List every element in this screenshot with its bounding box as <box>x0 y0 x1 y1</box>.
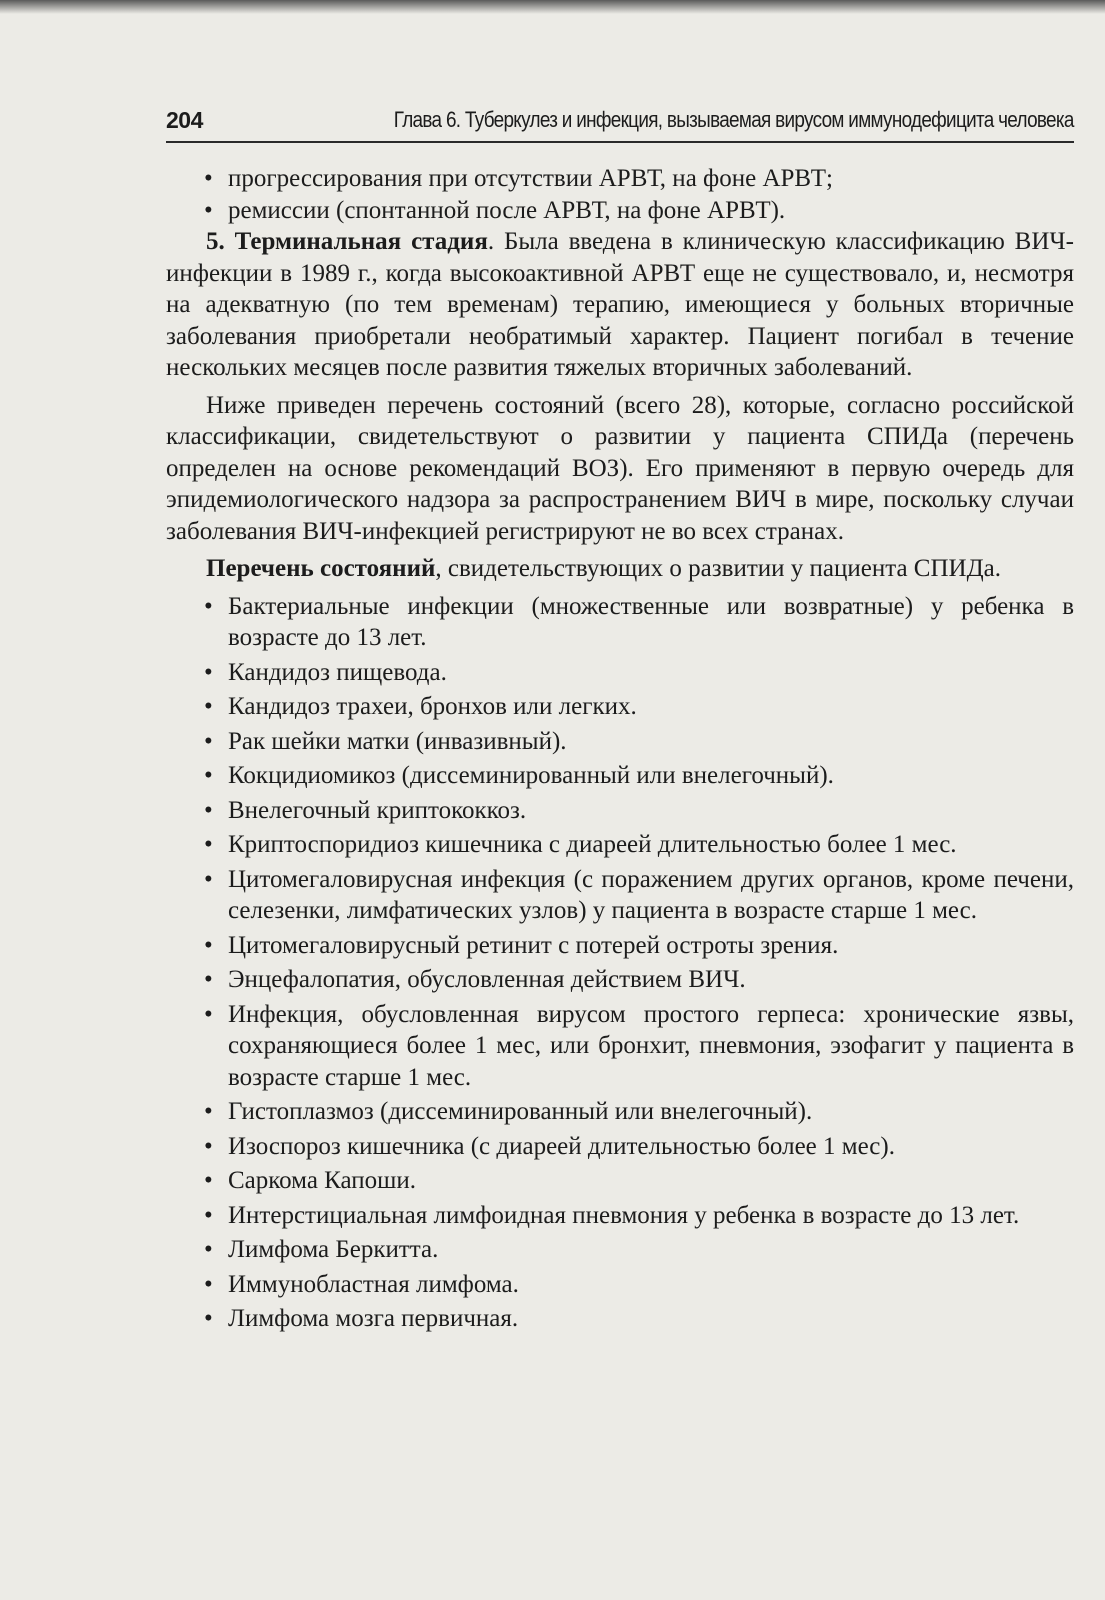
list-item: • Гистоплазмоз (диссеминированный или внелегочный). <box>166 1096 1074 1128</box>
list-item: • Лимфома мозга первичная. <box>166 1303 1074 1335</box>
list-item: • Энцефалопатия, обусловленная действием ВИЧ. <box>166 964 1074 996</box>
paragraph-3-bold: Перечень состояний <box>206 555 436 582</box>
list-item: • Кандидоз пищевода. <box>166 657 1074 689</box>
list-item: • Цитомегаловирусный ретинит с потерей остроты зрения. <box>166 930 1074 962</box>
stage5-text: . Была введена в клиническую классификацию ВИЧ-инфекции в 1989 г., когда высокоактивной АРВТ еще не существовало, и, несмотря на адекватную (по тем временам) терапию, имеющиеся у больных вторичные заболевания приобретали необратимый характер. Пациент погибал в течение нескольких месяцев после развития тяжелых вторичных заболеваний. <box>166 228 1074 381</box>
list-item: • Изоспороз кишечника (с диареей длительностью более 1 мес). <box>166 1131 1074 1163</box>
paragraph-3-text: , свидетельствующих о развитии у пациента СПИДа. <box>435 555 1001 582</box>
list-item: • Внелегочный криптококкоз. <box>166 795 1074 827</box>
paragraph-3 <box>166 553 1074 585</box>
list-item: • ремиссии (спонтанной после АРВТ, на фоне АРВТ). <box>166 195 1074 227</box>
stage5-title: 5. Терминальная стадия <box>206 228 488 255</box>
list-item: • Интерстициальная лимфоидная пневмония у ребенка в возрасте до 13 лет. <box>166 1200 1074 1232</box>
list-item: • Саркома Капоши. <box>166 1165 1074 1197</box>
intro-list <box>166 163 1074 226</box>
list-item: • Кокцидиомикоз (диссеминированный или внелегочный). <box>166 760 1074 792</box>
conditions-list <box>166 591 1074 1335</box>
list-item: • прогрессирования при отсутствии АРВТ, на фоне АРВТ; <box>166 163 1074 195</box>
list-item: • Кандидоз трахеи, бронхов или легких. <box>166 691 1074 723</box>
list-item: • Иммунобластная лимфома. <box>166 1269 1074 1301</box>
scan-edge-shadow <box>0 0 1105 14</box>
list-item: • Рак шейки матки (инвазивный). <box>166 726 1074 758</box>
list-item: • Инфекция, обусловленная вирусом простого герпеса: хронические язвы, сохраняющиеся более 1 мес, или бронхит, пневмония, эзофагит у пациента в возрасте старше 1 мес. <box>166 999 1074 1094</box>
page-number: 204 <box>166 107 203 133</box>
page-header <box>166 105 1074 143</box>
list-item: • Бактериальные инфекции (множественные или возвратные) у ребенка в возрасте до 13 лет. <box>166 591 1074 654</box>
list-item: • Лимфома Беркитта. <box>166 1234 1074 1266</box>
stage5-paragraph <box>166 226 1074 384</box>
list-item: • Криптоспоридиоз кишечника с диареей длительностью более 1 мес. <box>166 829 1074 861</box>
list-item: • Цитомегаловирусная инфекция (с поражением других органов, кроме печени, селезенки, лимфатических узлов) у пациента в возрасте старше 1 мес. <box>166 864 1074 927</box>
paragraph-2: Ниже приведен перечень состояний (всего 28), которые, согласно российской классификации, свидетельствуют о развитии у пациента СПИДа (перечень определен на основе рекомендаций ВОЗ). Его применяют в первую очередь для эпидемиологического надзора за распространением ВИЧ в мире, поскольку случаи заболевания ВИЧ-инфекцией регистрируют не во всех странах. <box>166 391 1074 545</box>
page-body <box>166 163 1074 1338</box>
running-head: Глава 6. Туберкулез и инфекция, вызываемая вирусом иммунодефицита человека <box>393 107 1074 132</box>
